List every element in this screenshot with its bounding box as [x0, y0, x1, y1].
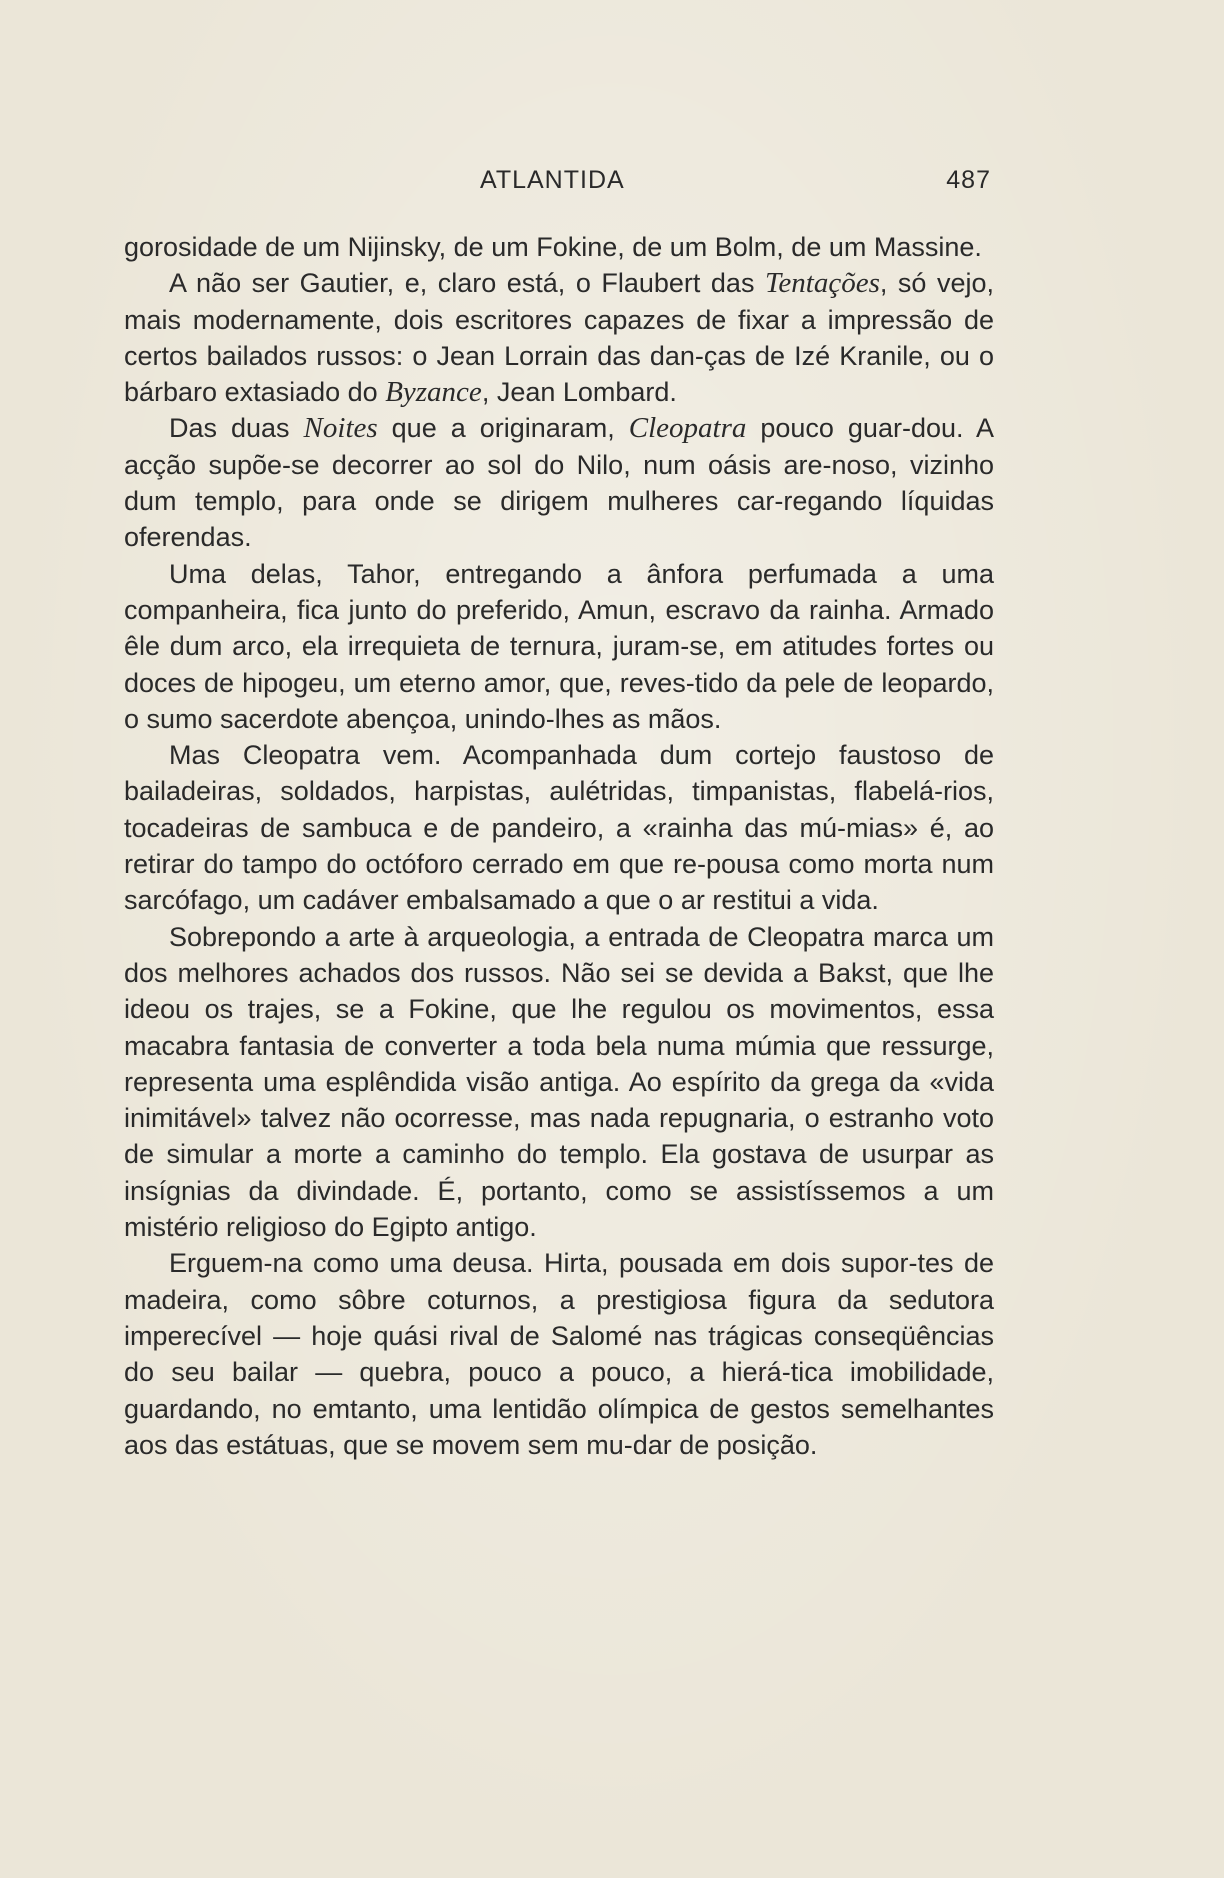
italic-title: Byzance	[385, 376, 482, 409]
page-number: 487	[946, 166, 991, 194]
paragraph	[124, 737, 994, 918]
paragraph	[124, 1245, 994, 1463]
text-run: pouco guar-dou. A acção supõe-se decorrer ao sol do Nilo, num oásis are-noso, vizinho dum templo, para onde se dirigem mulheres car-regando líquidas oferendas.	[124, 413, 995, 553]
text-run: gorosidade de um Nijinsky, de um Fokine, de um Bolm, de um Massine.	[124, 232, 982, 262]
text-run: Mas Cleopatra vem. Acompanhada dum cortejo faustoso de bailadeiras, soldados, harpistas, aulétridas, timpanistas, flabelá-rios, tocadeiras de sambuca e de pandeiro, a «rainha das mú-mias» é, ao retirar do tampo do octóforo cerrado em que re-pousa como morta num sarcófago, um cadáver embalsamado a que o ar restitui a vida.	[124, 740, 994, 916]
text-run: Das duas	[169, 413, 304, 444]
text-run: Uma delas, Tahor, entregando a ânfora perfumada a uma companheira, fica junto do preferido, Amun, escravo da rainha. Armado êle dum arco, ela irrequieta de ternura, juram-se, em atitudes fortes ou doces de hipogeu, um eterno amor, que, reves-tido da pele de leopardo, o sumo sacerdote abençoa, unindo-lhes as mãos.	[124, 558, 994, 734]
paragraph	[124, 410, 994, 555]
paragraph	[124, 265, 994, 410]
text-run: Sobrepondo a arte à arqueologia, a entrada de Cleopatra marca um dos melhores achados dos russos. Não sei se devida a Bakst, que lhe ideou os trajes, se a Fokine, que lhe regulou os movimentos, essa macabra fantasia de converter a toda bela numa múmia que ressurge, representa uma esplêndida visão antiga. Ao espírito da grega da «vida inimitável» talvez não ocorresse, mas nada repugnaria, o estranho voto de simular a morte a caminho do templo. Ela gostava de usurpar as insígnias da divindade. É, portanto, como se assistíssemos a um mistério religioso do Egipto antigo.	[124, 921, 994, 1243]
body-text	[124, 229, 994, 1463]
text-run: que a originaram,	[377, 413, 629, 444]
text-run: , só vejo, mais modernamente, dois escritores capazes de fixar a impressão de certos bailados russos: o Jean Lorrain das dan-ças de Izé Kranile, ou o bárbaro extasiado do	[124, 268, 994, 408]
text-run: A não ser Gautier, e, claro está, o Flaubert das	[169, 268, 765, 299]
paragraph	[124, 919, 994, 1246]
italic-title: Tentações	[764, 267, 880, 300]
page-header	[124, 162, 991, 202]
italic-title: Noites	[303, 412, 378, 445]
running-title: ATLANTIDA	[480, 166, 625, 194]
text-run: , Jean Lombard.	[481, 377, 677, 408]
italic-title: Cleopatra	[628, 412, 747, 445]
paragraph	[124, 229, 994, 265]
text-run: Erguem-na como uma deusa. Hirta, pousada em dois supor-tes de madeira, como sôbre coturnos, a prestigiosa figura da sedutora imperecível — hoje quási rival de Salomé nas trágicas conseqüências do seu bailar — quebra, pouco a pouco, a hierá-tica imobilidade, guardando, no emtanto, uma lentidão olímpica de gestos semelhantes aos das estátuas, que se movem sem mu-dar de posição.	[124, 1248, 994, 1460]
paragraph	[124, 556, 994, 737]
